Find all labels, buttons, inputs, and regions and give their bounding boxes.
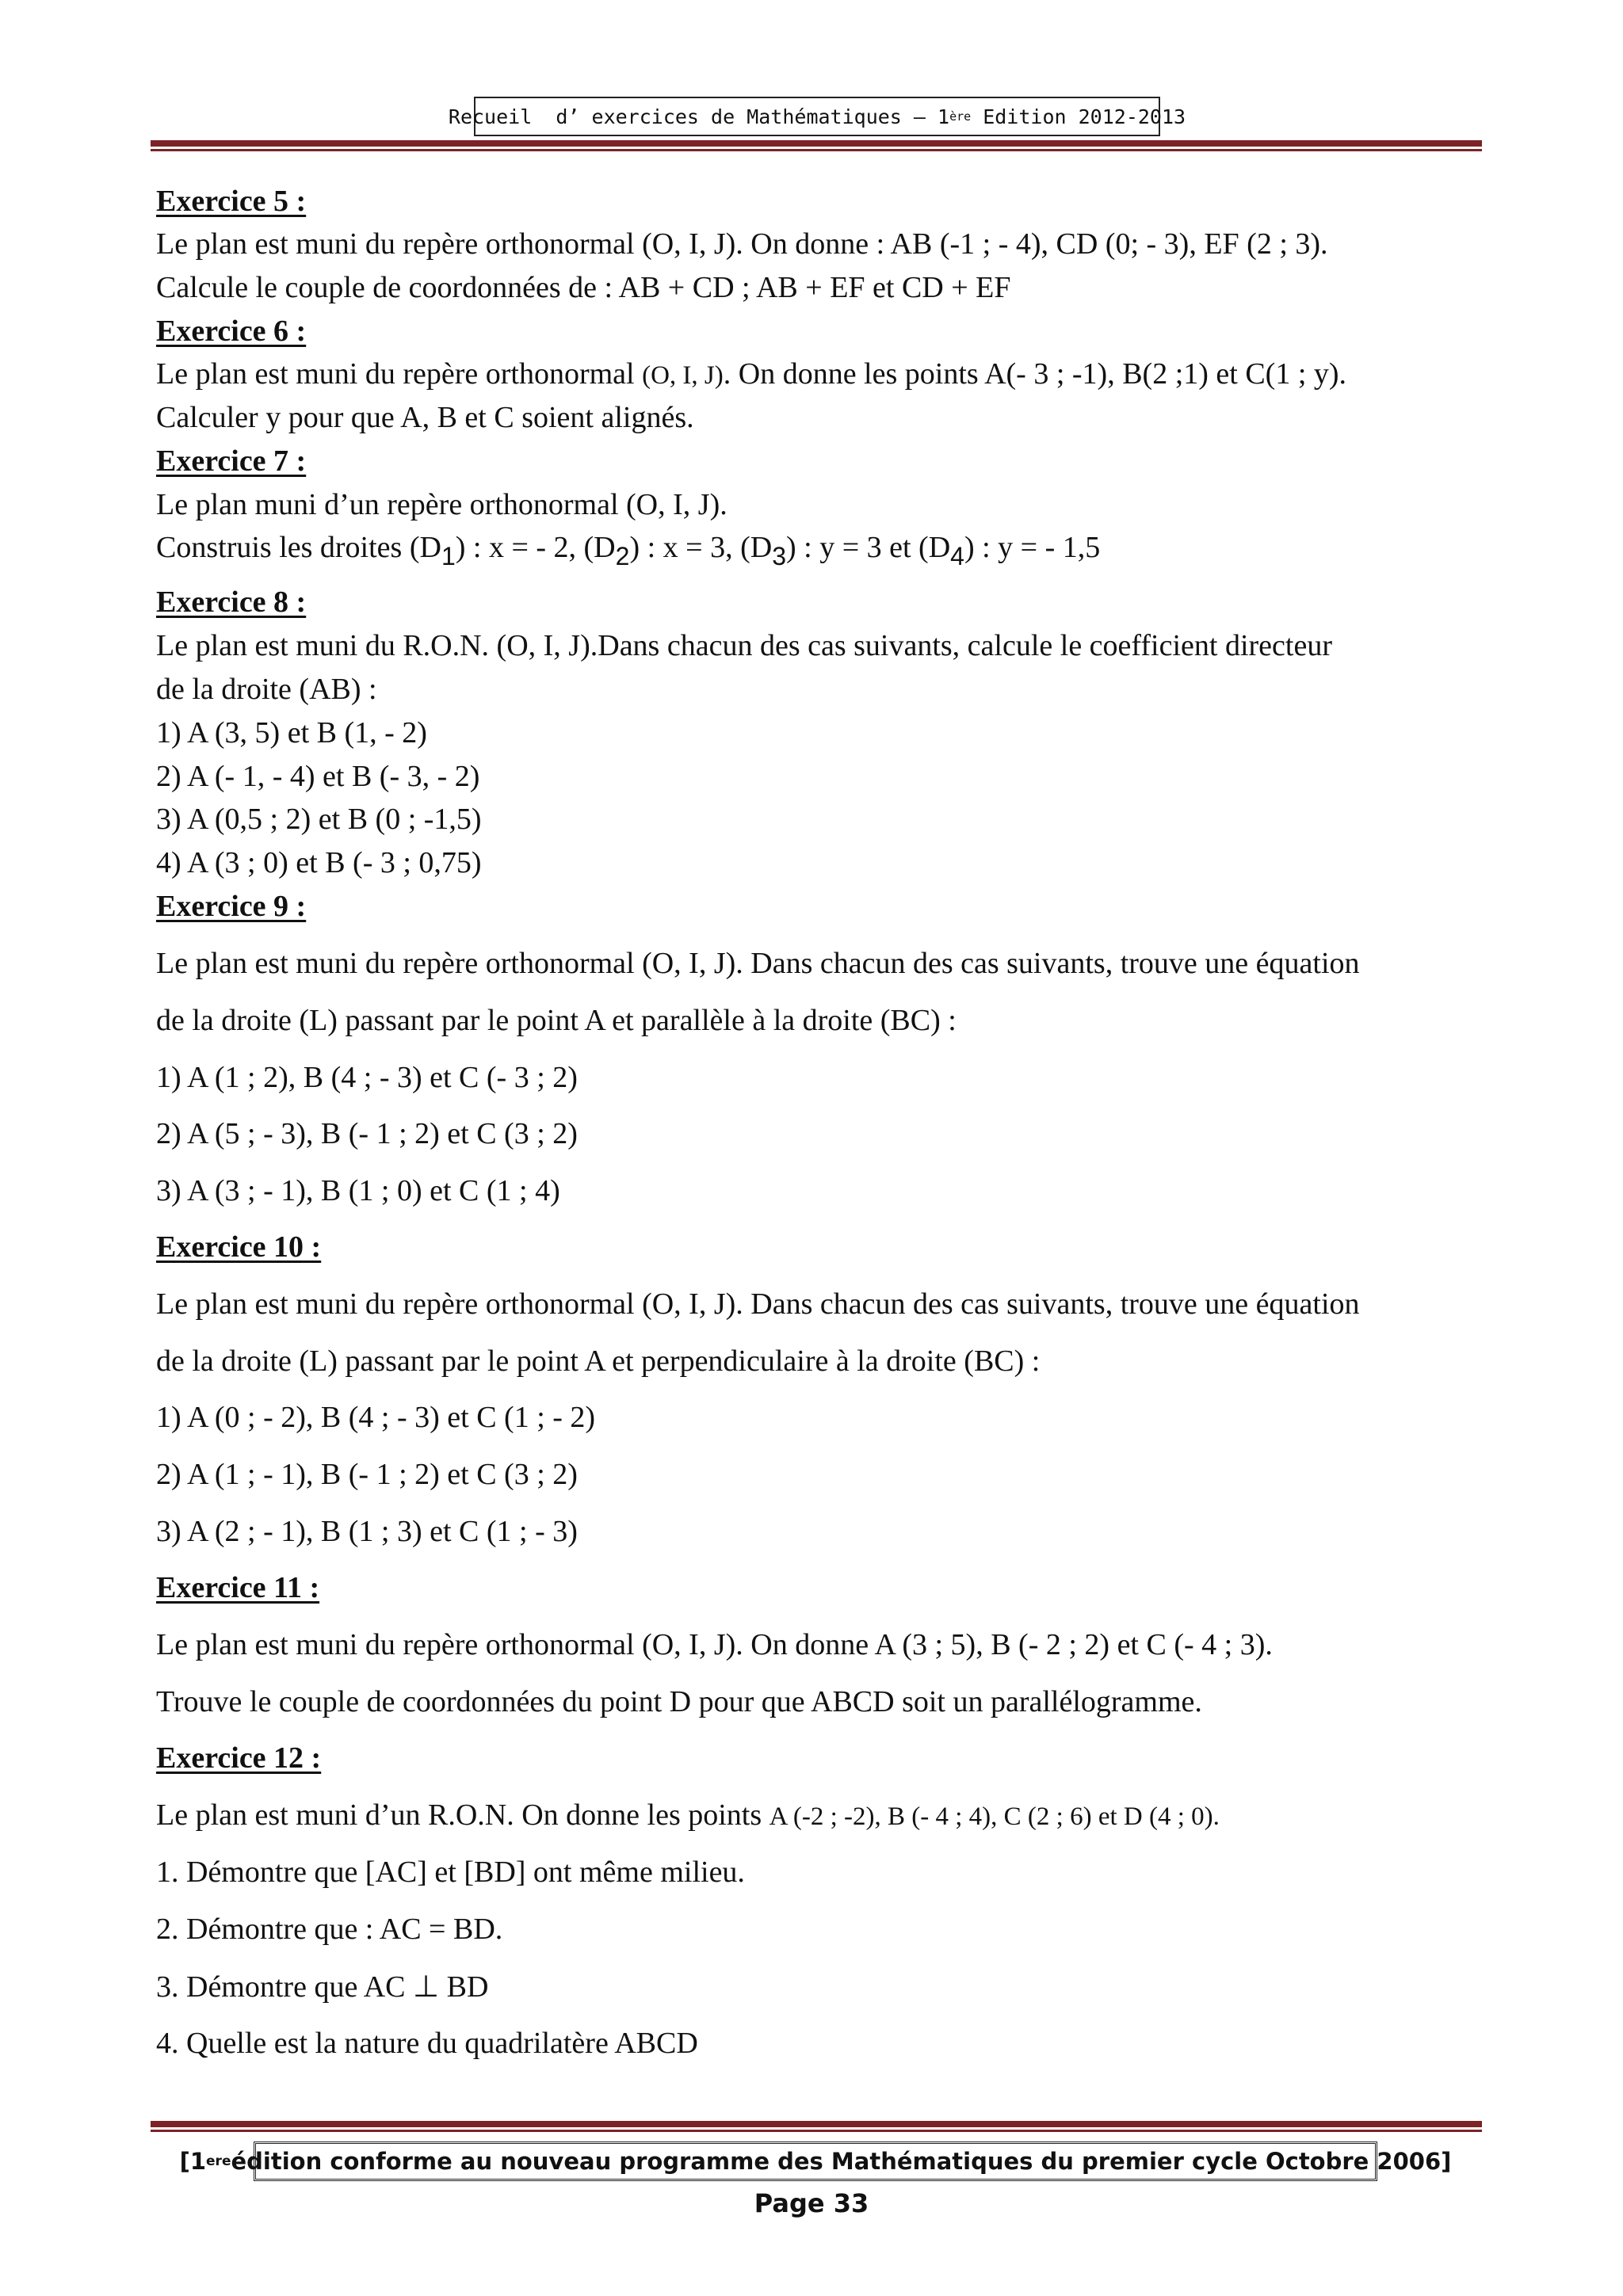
header-text: Recueil d’ exercices de Mathématiques – 1 <box>448 105 950 128</box>
exercise-7-text-3: ) : x = 3, (D <box>629 531 773 564</box>
footer-sup: ere <box>206 2153 231 2169</box>
exercise-7-line-2 <box>156 530 1100 571</box>
header-sup: ère <box>949 109 972 124</box>
exercise-11-line-1: Le plan est muni du repère orthonormal (O, I, J). On donne A (3 ; 5), B (- 2 ; 2) et C (- 4 ; 3). <box>156 1628 1273 1661</box>
exercise-12-line-1 <box>156 1798 1220 1833</box>
footer-bracket-open: [ <box>179 2148 190 2175</box>
exercise-10-line-2: de la droite (L) passant par le point A et perpendiculaire à la droite (BC) : <box>156 1344 1041 1378</box>
subscript-1: 1 <box>441 542 456 570</box>
exercise-10-line-1: Le plan est muni du repère orthonormal (O, I, J). Dans chacun des cas suivants, trouve une équation <box>156 1287 1360 1321</box>
footer-rule <box>151 2121 1482 2132</box>
list-item: 2. Démontre que : AC = BD. <box>156 1913 503 1946</box>
page-number: Page 33 <box>754 2188 869 2218</box>
subscript-4: 4 <box>950 542 964 570</box>
exercise-12-title: Exercice 12 : <box>156 1741 322 1775</box>
list-item: 1) A (3, 5) et B (1, - 2) <box>156 716 427 749</box>
list-item: 3. Démontre que AC ⊥ BD <box>156 1970 489 2004</box>
list-item: 3) A (3 ; - 1), B (1 ; 0) et C (1 ; 4) <box>156 1174 560 1207</box>
subscript-3: 3 <box>772 542 786 570</box>
exercise-7-text-5: ) : y = - 1,5 <box>964 531 1101 564</box>
exercise-9-title: Exercice 9 : <box>156 890 307 923</box>
exercise-9-line-1: Le plan est muni du repère orthonormal (O, I, J). Dans chacun des cas suivants, trouve une équation <box>156 947 1360 980</box>
list-item: 1. Démontre que [AC] et [BD] ont même milieu. <box>156 1855 745 1889</box>
list-item: 1) A (0 ; - 2), B (4 ; - 3) et C (1 ; - 2) <box>156 1401 596 1434</box>
list-item: 2) A (- 1, - 4) et B (- 3, - 2) <box>156 760 480 793</box>
exercise-12-line-1-b: A (-2 ; -2), B (- 4 ; 4), C (2 ; 6) et D (4 ; 0). <box>769 1802 1220 1831</box>
list-item: 2) A (5 ; - 3), B (- 1 ; 2) et C (3 ; 2) <box>156 1117 578 1150</box>
exercise-7-title: Exercice 7 : <box>156 444 307 478</box>
list-item: 3) A (2 ; - 1), B (1 ; 3) et C (1 ; - 3) <box>156 1515 578 1548</box>
list-item: 4) A (3 ; 0) et B (- 3 ; 0,75) <box>156 846 482 879</box>
footer-bracket-close: ] <box>1441 2148 1452 2175</box>
exercise-6-line-1-a: Le plan est muni du repère orthonormal <box>156 357 643 391</box>
exercise-12-line-1-a: Le plan est muni d’un R.O.N. On donne les points <box>156 1798 769 1832</box>
list-item: 4. Quelle est la nature du quadrilatère ABCD <box>156 2027 698 2060</box>
exercise-11-line-2: Trouve le couple de coordonnées du point D pour que ABCD soit un parallélogramme. <box>156 1685 1202 1718</box>
footer-num: 1 <box>189 2148 207 2175</box>
exercise-5-line-2: Calcule le couple de coordonnées de : AB + CD ; AB + EF et CD + EF <box>156 271 1011 304</box>
footer-note <box>179 2142 1452 2181</box>
list-item: 1) A (1 ; 2), B (4 ; - 3) et C (- 3 ; 2) <box>156 1061 578 1094</box>
exercise-11-title: Exercice 11 : <box>156 1571 320 1604</box>
exercise-6-line-1 <box>156 357 1346 391</box>
exercise-7-text-2: ) : x = - 2, (D <box>455 531 616 564</box>
exercise-8-line-2: de la droite (AB) : <box>156 673 377 706</box>
exercise-5-line-1: Le plan est muni du repère orthonormal (O, I, J). On donne : AB (-1 ; - 4), CD (0; - 3), EF (2 ; 3). <box>156 227 1328 261</box>
exercise-7-text-1: Construis les droites (D <box>156 531 441 564</box>
exercise-6-line-1-c: . On donne les points A(- 3 ; -1), B(2 ;1) et C(1 ; y). <box>723 357 1347 391</box>
exercise-9-line-2: de la droite (L) passant par le point A et parallèle à la droite (BC) : <box>156 1004 957 1037</box>
exercise-8-line-1: Le plan est muni du R.O.N. (O, I, J).Dans chacun des cas suivants, calcule le coefficient directeur <box>156 629 1332 662</box>
exercise-6-title: Exercice 6 : <box>156 315 307 348</box>
exercise-10-title: Exercice 10 : <box>156 1230 322 1264</box>
list-item: 3) A (0,5 ; 2) et B (0 ; -1,5) <box>156 803 482 836</box>
exercise-6-line-1-b: (O, I, J) <box>642 361 724 390</box>
exercise-7-text-4: ) : y = 3 et (D <box>785 531 951 564</box>
exercise-8-title: Exercice 8 : <box>156 585 307 619</box>
footer-text: édition conforme au nouveau programme des Mathématiques du premier cycle Octobre 2006 <box>231 2148 1442 2175</box>
header-rule <box>151 140 1482 151</box>
header-text-end: Edition 2012-2013 <box>971 105 1186 128</box>
running-header <box>448 97 1186 136</box>
exercise-7-line-1: Le plan muni d’un repère orthonormal (O, I, J). <box>156 488 727 521</box>
subscript-2: 2 <box>615 542 630 570</box>
list-item: 2) A (1 ; - 1), B (- 1 ; 2) et C (3 ; 2) <box>156 1458 578 1491</box>
exercise-6-line-2: Calculer y pour que A, B et C soient alignés. <box>156 401 694 434</box>
exercise-5-title: Exercice 5 : <box>156 185 307 218</box>
